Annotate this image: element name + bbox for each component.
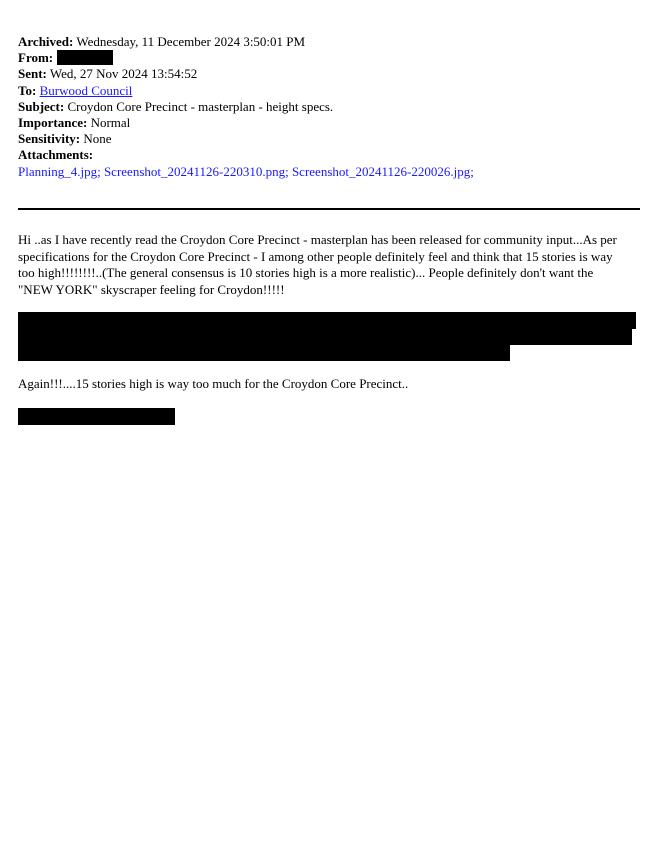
subject-value: Croydon Core Precinct - masterplan - height specs. (67, 98, 334, 114)
archived-row (18, 34, 638, 50)
subject-row (18, 99, 638, 115)
importance-label: Importance: (18, 115, 88, 131)
attachments-label: Attachments: (18, 147, 94, 163)
to-recipient-link[interactable]: Burwood Council (39, 82, 133, 98)
archived-value: Wednesday, 11 December 2024 3:50:01 PM (76, 34, 306, 49)
sent-label: Sent: (18, 66, 47, 82)
importance-value: Normal (90, 115, 131, 131)
attachments-list (18, 164, 638, 180)
importance-row (18, 115, 638, 131)
redacted-signature (18, 408, 175, 425)
sent-value: Wed, 27 Nov 2024 13:54:52 (49, 66, 198, 82)
archived-label: Archived: (18, 34, 74, 49)
attachment-link[interactable]: Screenshot_20241126-220026.jpg; (291, 163, 474, 179)
redacted-paragraph (18, 312, 636, 329)
subject-label: Subject: (18, 98, 65, 114)
attachment-link[interactable]: Screenshot_20241126-220310.png; (103, 163, 289, 179)
redacted-paragraph (18, 328, 632, 345)
email-header (18, 34, 638, 180)
body-paragraph-1: Hi ..as I have recently read the Croydon Core Precinct - masterplan has been released for community input...As per specifications for the Croydon Core Precinct - I among other people definitely feel and think that 15 stories is way too high!!!!!!!!..(The general consensus is 10 stories high is a more realistic)... People definitely don't want the "NEW YORK" skyscraper feeling for Croydon!!!!! (18, 232, 617, 297)
redacted-paragraph (18, 344, 510, 361)
from-row (18, 50, 638, 66)
attachments-row (18, 147, 638, 163)
body-paragraph-2: Again!!!....15 stories high is way too much for the Croydon Core Precinct.. (18, 376, 409, 391)
sensitivity-row (18, 131, 638, 147)
header-divider (18, 208, 640, 210)
to-row (18, 83, 638, 99)
to-label: To: (18, 82, 37, 98)
from-label: From: (18, 50, 54, 66)
sensitivity-value: None (83, 131, 112, 147)
sent-row (18, 66, 638, 82)
from-redaction (57, 50, 113, 65)
attachment-link[interactable]: Planning_4.jpg; (18, 163, 101, 179)
sensitivity-label: Sensitivity: (18, 131, 81, 147)
